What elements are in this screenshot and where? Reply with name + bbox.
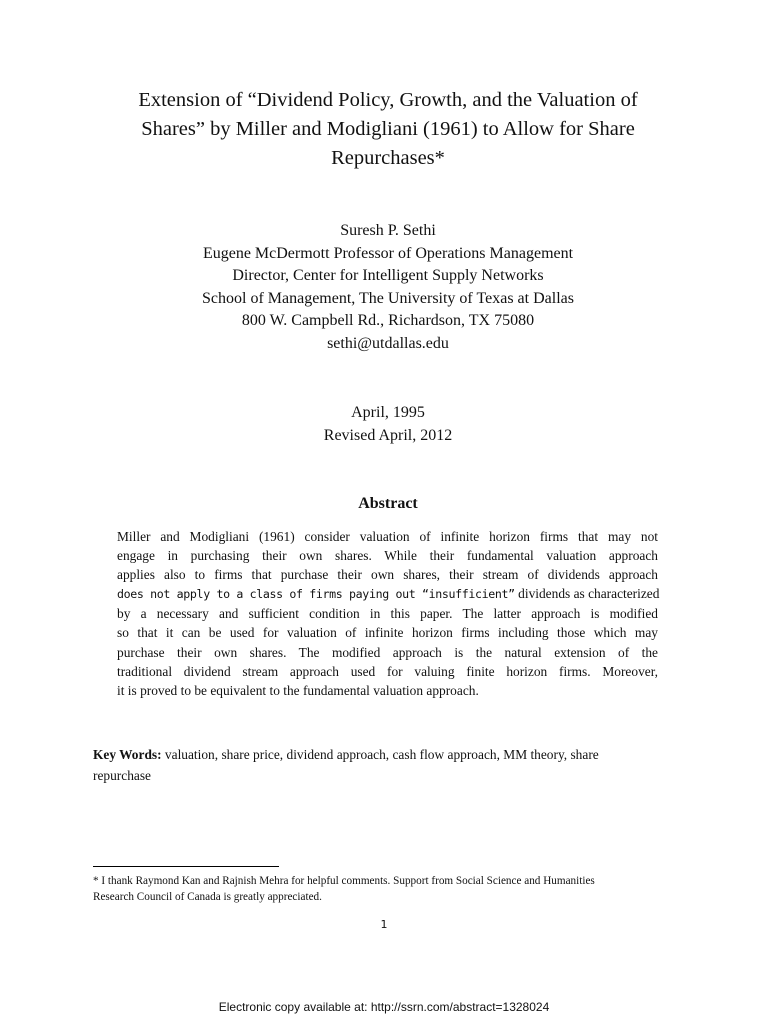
abstract-body <box>117 527 658 700</box>
abstract-line: it is proved to be equivalent to the fundamental valuation approach. <box>117 682 479 698</box>
footnote-divider <box>93 866 279 867</box>
footnote-line: Research Council of Canada is greatly appreciated. <box>93 891 322 903</box>
revised-date: Revised April, 2012 <box>323 427 453 444</box>
author-address: 800 W. Campbell Rd., Richardson, TX 75080 <box>241 312 535 330</box>
abstract-serif-segment: dividends as characterized <box>514 586 660 602</box>
title-line: Shares” by Miller and Modigliani (1961) to Allow for Share <box>141 118 635 140</box>
author-school: School of Management, The University of Texas at Dallas <box>202 289 574 307</box>
abstract-heading: Abstract <box>358 495 418 512</box>
abstract-line: engage in purchasing their own shares. While their fundamental valuation approach <box>117 548 658 564</box>
author-email: sethi@utdallas.edu <box>327 334 449 352</box>
abstract-line: so that it can be used for valuation of infinite horizon firms including those which may <box>117 625 658 641</box>
paper-title <box>70 86 706 173</box>
abstract-mono-segment: does not apply to a class of firms paying out “insufficient” <box>117 587 515 602</box>
footnote-line: * I thank Raymond Kan and Rajnish Mehra for helpful comments. Support from Social Science and Humanities <box>93 875 595 887</box>
ssrn-notice: Electronic copy available at: http://ssrn.com/abstract=1328024 <box>218 1000 550 1014</box>
abstract-line: by a necessary and sufficient condition in this paper. The latter approach is modified <box>117 606 658 622</box>
keywords-block <box>93 744 683 786</box>
original-date: April, 1995 <box>351 404 425 421</box>
footnote <box>93 873 693 905</box>
abstract-line-mixed <box>117 584 658 604</box>
author-director: Director, Center for Intelligent Supply Networks <box>232 267 544 285</box>
author-position: Eugene McDermott Professor of Operations Management <box>202 244 574 262</box>
keywords-text: valuation, share price, dividend approach, cash flow approach, MM theory, share <box>161 747 599 762</box>
title-line: Repurchases* <box>331 147 445 169</box>
keywords-label: Key Words: <box>93 747 162 762</box>
date-block <box>100 401 676 447</box>
keywords-text-continued: repurchase <box>93 768 151 783</box>
page-number: 1 <box>380 918 388 931</box>
abstract-line: purchase their own shares. The modified approach is the natural extension of the <box>117 644 658 660</box>
author-name: Suresh P. Sethi <box>340 222 436 239</box>
abstract-line: Miller and Modigliani (1961) consider valuation of infinite horizon firms that may not <box>117 529 658 544</box>
author-block <box>100 220 676 356</box>
abstract-line: applies also to firms that purchase their own shares, their stream of dividends approach <box>117 567 658 583</box>
abstract-line: traditional dividend stream approach used for valuing finite horizon firms. Moreover, <box>117 663 658 679</box>
title-line: Extension of “Dividend Policy, Growth, and the Valuation of <box>138 89 638 111</box>
